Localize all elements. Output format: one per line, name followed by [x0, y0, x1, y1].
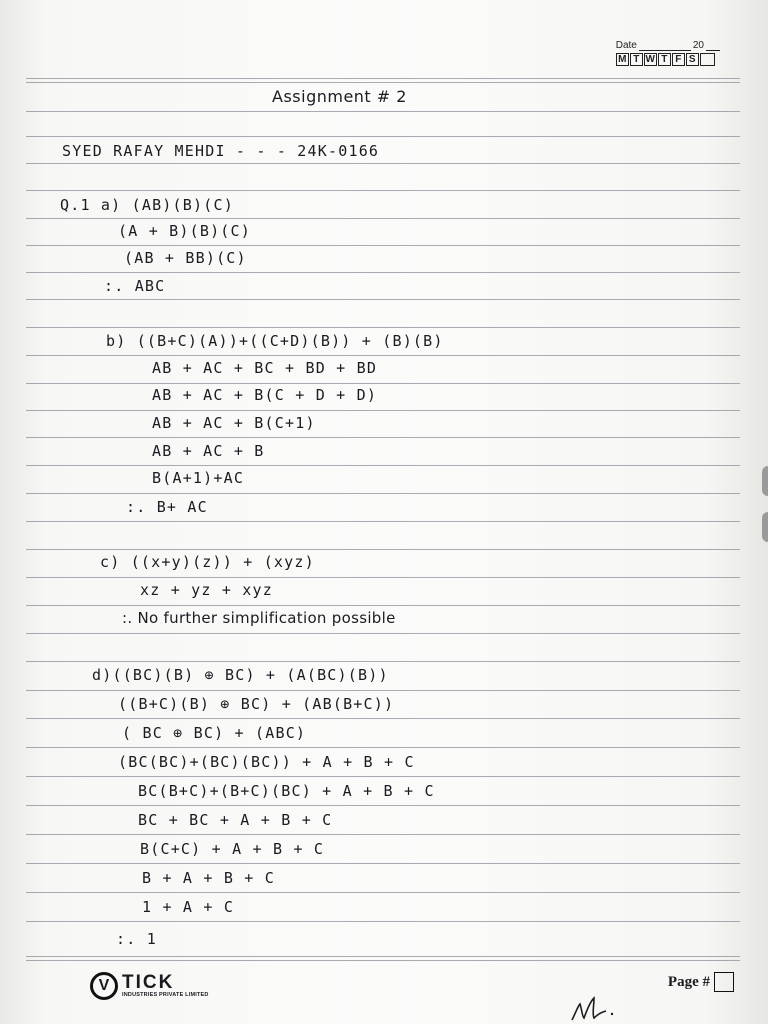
rule: [26, 493, 740, 494]
rule: [26, 834, 740, 835]
rule: [26, 605, 740, 606]
binding-hole: [762, 466, 768, 496]
day-box: F: [672, 53, 685, 66]
signature-scribble: [568, 990, 638, 1024]
rule: [26, 245, 740, 246]
rule: [26, 190, 740, 191]
date-blank: [639, 41, 691, 51]
page-label: Page #: [667, 973, 710, 990]
rule: [26, 805, 740, 806]
rule: [26, 163, 740, 164]
day-box: W: [645, 54, 655, 65]
rule: [26, 437, 740, 438]
work-line: :. No further simplification possible: [122, 609, 396, 627]
page-number: [668, 972, 734, 992]
brand-logo: [90, 972, 209, 1000]
tick-mark-icon: V: [90, 972, 118, 1000]
work-line: d)((BC)(B) ⊕ BC) + (A(BC)(B)): [92, 666, 389, 684]
work-line: c) ((x+y)(z)) + (xyz): [100, 553, 315, 571]
rule: [26, 136, 740, 137]
day-box-blank: [700, 53, 715, 66]
work-line: :. ABC: [104, 277, 166, 295]
work-line: ( BC ⊕ BC) + (ABC): [122, 724, 307, 742]
rule: [26, 921, 740, 922]
page-number-box: [714, 972, 734, 992]
work-line: :. 1: [116, 930, 157, 948]
work-line: b) ((B+C)(A))+((C+D)(B)) + (B)(B): [106, 332, 444, 350]
work-line: AB + AC + B(C+1): [152, 414, 316, 432]
work-line: BC + BC + A + B + C: [138, 811, 333, 829]
date-box: [616, 40, 720, 66]
binding-hole: [762, 512, 768, 542]
rule: [26, 218, 740, 219]
student-line: SYED RAFAY MEHDI - - - 24K-0166: [62, 142, 380, 160]
work-line: xz + yz + xyz: [140, 581, 273, 599]
rule: [26, 355, 740, 356]
year-blank: [706, 41, 720, 51]
brand-subtitle: INDUSTRIES PRIVATE LIMITED: [122, 992, 209, 998]
day-box: T: [658, 53, 671, 66]
work-line: 1 + A + C: [142, 898, 235, 916]
footer-rule: [26, 956, 740, 957]
rule: [26, 111, 740, 112]
rule: [26, 465, 740, 466]
rule: [26, 690, 740, 691]
rule: [26, 633, 740, 634]
rule: [26, 863, 740, 864]
rule: [26, 549, 740, 550]
year-prefix: 20: [692, 40, 704, 51]
work-line: AB + AC + BC + BD + BD: [152, 359, 378, 377]
work-line: (A + B)(B)(C): [118, 222, 251, 240]
rule: [26, 661, 740, 662]
rule: [26, 521, 740, 522]
rule: [26, 299, 740, 300]
day-box: T: [630, 53, 643, 66]
rule: [26, 327, 740, 328]
work-line: (BC(BC)+(BC)(BC)) + A + B + C: [118, 753, 415, 771]
work-line: (AB + BB)(C): [124, 249, 247, 267]
work-line: B + A + B + C: [142, 869, 275, 887]
day-box: M: [616, 53, 629, 66]
weekday-boxes: [616, 53, 720, 66]
work-line: :. B+ AC: [126, 498, 208, 516]
work-line: Q.1 a) (AB)(B)(C): [60, 196, 234, 214]
rule: [26, 776, 740, 777]
day-box: S: [686, 53, 699, 66]
work-line: B(A+1)+AC: [152, 469, 245, 487]
rule: [26, 577, 740, 578]
rule: [26, 272, 740, 273]
assignment-title: Assignment # 2: [272, 87, 407, 106]
rule: [26, 892, 740, 893]
rule: [26, 718, 740, 719]
rule: [26, 383, 740, 384]
work-line: B(C+C) + A + B + C: [140, 840, 325, 858]
work-line: AB + AC + B: [152, 442, 265, 460]
work-line: BC(B+C)+(B+C)(BC) + A + B + C: [138, 782, 435, 800]
rule: [26, 410, 740, 411]
rule: [26, 747, 740, 748]
header-rule: [26, 78, 740, 79]
work-line: AB + AC + B(C + D + D): [152, 386, 378, 404]
work-line: ((B+C)(B) ⊕ BC) + (AB(B+C)): [118, 695, 395, 713]
brand-name: TICK: [122, 972, 175, 993]
date-label: Date: [615, 40, 637, 51]
